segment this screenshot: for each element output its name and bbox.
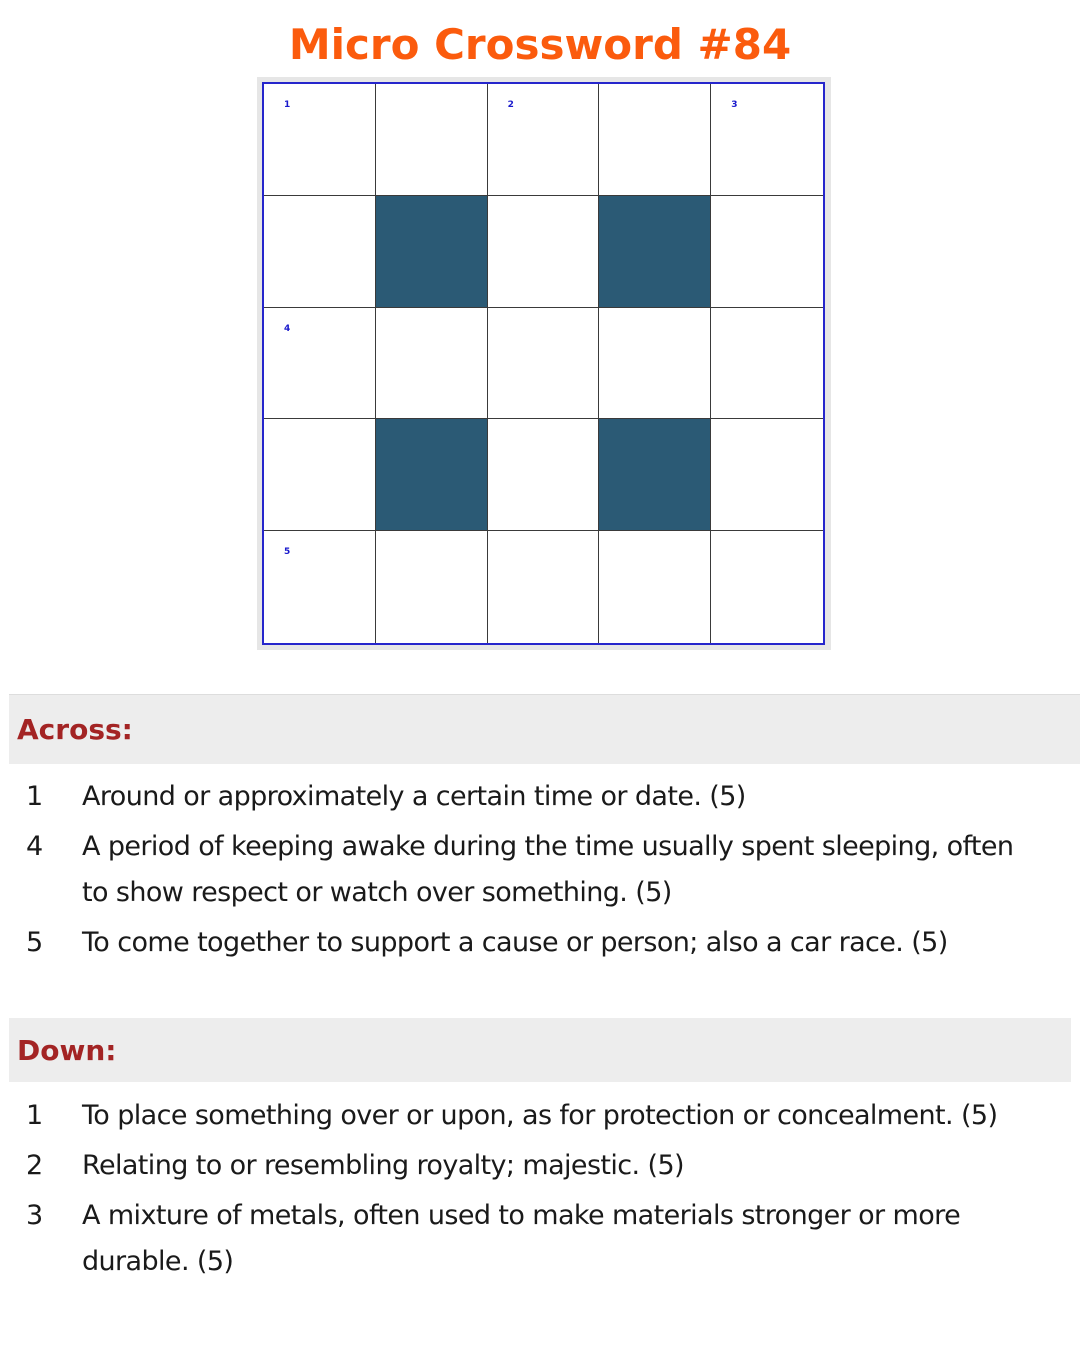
across-heading: Across: <box>9 694 1080 764</box>
down-clue-list <box>0 1093 1080 1285</box>
cell-number: 5 <box>284 547 291 558</box>
grid-cell[interactable] <box>599 308 711 420</box>
grid-cell[interactable] <box>711 419 823 531</box>
down-clue[interactable] <box>0 1093 1080 1139</box>
clue-number: 3 <box>26 1200 43 1231</box>
cell-number: 4 <box>284 323 291 334</box>
grid-cell[interactable] <box>711 84 823 196</box>
clue-number: 1 <box>26 1100 43 1131</box>
across-clue[interactable] <box>0 774 1080 820</box>
grid-cell[interactable] <box>264 531 376 643</box>
across-clue-list <box>0 774 1080 966</box>
grid-cell[interactable] <box>376 531 488 643</box>
across-clue[interactable] <box>0 824 1080 916</box>
puzzle-title: Micro Crossword #84 <box>288 20 792 69</box>
grid-cell[interactable] <box>488 308 600 420</box>
grid-cell[interactable] <box>711 531 823 643</box>
cell-number: 3 <box>731 100 738 110</box>
clue-text: Relating to or resembling royalty; majestic. (5) <box>82 1150 684 1181</box>
grid-cell[interactable] <box>376 308 488 420</box>
black-square <box>376 419 488 531</box>
down-heading: Down: <box>9 1018 1071 1082</box>
clue-number: 1 <box>26 781 43 812</box>
grid-cell[interactable] <box>488 419 600 531</box>
down-clue[interactable] <box>0 1193 1080 1285</box>
clue-number: 2 <box>26 1150 43 1181</box>
black-square <box>376 196 488 308</box>
crossword-grid-frame <box>257 77 831 650</box>
grid-cell[interactable] <box>599 84 711 196</box>
grid-cell[interactable] <box>488 531 600 643</box>
across-clue[interactable] <box>0 920 1080 966</box>
grid-cell[interactable] <box>264 308 376 420</box>
clue-text: A mixture of metals, often used to make materials stronger or more durable. (5) <box>82 1200 961 1277</box>
clue-number: 4 <box>26 831 43 862</box>
clue-text: Around or approximately a certain time or date. (5) <box>82 781 746 812</box>
black-square <box>599 419 711 531</box>
cell-number: 2 <box>507 100 514 110</box>
grid-cell[interactable] <box>711 196 823 308</box>
cell-number: 1 <box>284 100 291 110</box>
clue-text: A period of keeping awake during the time usually spent sleeping, often to show respect or watch over something. (5) <box>82 831 1014 908</box>
grid-cell[interactable] <box>488 196 600 308</box>
grid-cell[interactable] <box>599 531 711 643</box>
black-square <box>599 196 711 308</box>
grid-cell[interactable] <box>264 419 376 531</box>
grid-cell[interactable] <box>711 308 823 420</box>
crossword-grid <box>262 82 825 645</box>
grid-cell[interactable] <box>488 84 600 196</box>
clue-text: To come together to support a cause or person; also a car race. (5) <box>82 927 948 958</box>
grid-cell[interactable] <box>376 84 488 196</box>
clue-text: To place something over or upon, as for protection or concealment. (5) <box>82 1100 998 1131</box>
grid-cell[interactable] <box>264 84 376 196</box>
clue-number: 5 <box>26 927 43 958</box>
down-clue[interactable] <box>0 1143 1080 1189</box>
grid-cell[interactable] <box>264 196 376 308</box>
